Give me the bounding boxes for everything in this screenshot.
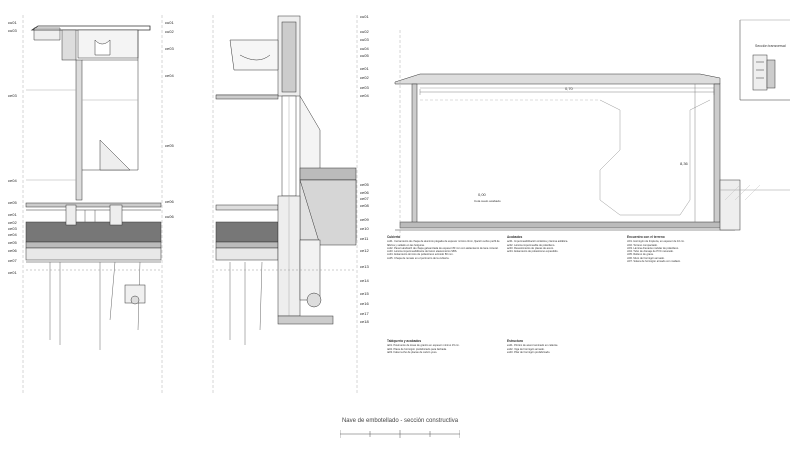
inset-label: Sección transversal — [755, 44, 786, 48]
note-item: cu03. Lámina impermeabilizante de betún elastomérico SBS. — [387, 250, 458, 254]
svg-text:ce05: ce05 — [165, 143, 174, 148]
left-detail — [23, 15, 162, 395]
svg-text:ce04: ce04 — [8, 232, 17, 237]
height-dimension: 8,36 — [680, 161, 688, 166]
svg-text:cu04: cu04 — [360, 46, 369, 51]
note-item: cu01. Cerramiento de chapa de aluminio plegada de espesor mínimo 3mm, fijación sobre perfil de fábrica y sellado en las holguras. — [387, 240, 500, 247]
svg-text:ce17: ce17 — [360, 311, 369, 316]
note-item: ct02. Terreno compactado. — [627, 243, 658, 247]
notes-terreno — [627, 236, 747, 263]
svg-text:ce05: ce05 — [8, 200, 17, 205]
svg-text:ce02: ce02 — [8, 220, 17, 225]
notes-heading: Estructura — [507, 339, 523, 343]
svg-text:ce07: ce07 — [360, 196, 369, 201]
svg-text:ce14: ce14 — [360, 278, 369, 283]
svg-text:ce11: ce11 — [360, 236, 369, 241]
svg-text:ce10: ce10 — [360, 226, 369, 231]
svg-text:cu03: cu03 — [8, 28, 17, 33]
note-item: ct07. Solera de hormigón armado con mallazo. — [627, 260, 681, 264]
notes-tabiqueria — [387, 340, 502, 354]
note-item: ct06. Muro de hormigón armado. — [627, 256, 665, 260]
building-section — [395, 30, 790, 240]
note-item: cu02. Panel sándwich de chapa galvanizada de espesor 80 mm con aislamiento de lana mineral. — [387, 246, 499, 250]
width-dimension: 0,70 — [565, 86, 573, 91]
svg-text:ce07: ce07 — [8, 258, 17, 263]
note-item: es01. Pórtico de acero laminado en caliente. — [507, 344, 559, 348]
note-item: ta01. Pavimento de losas de granito en espesor mínimo 15 cm. — [387, 344, 460, 348]
notes-heading: Tabiquería y acabados — [387, 339, 422, 343]
svg-text:ce04: ce04 — [360, 93, 369, 98]
svg-text:ce03: ce03 — [8, 226, 17, 231]
notes-estructura — [507, 340, 622, 354]
notes-heading: Cubierta — [387, 235, 400, 239]
note-item: cu05. Chapa de remate en el perímetro de la cubierta. — [387, 256, 450, 260]
svg-text:ce08: ce08 — [360, 203, 369, 208]
svg-text:ce13: ce13 — [360, 264, 369, 269]
note-item: ct04. Tubo de drenaje de PVC ranurado. — [627, 250, 674, 254]
inset-section — [740, 20, 790, 100]
svg-text:cu01: cu01 — [8, 20, 17, 25]
sheet-title: Nave de embotellado - sección constructiva — [341, 418, 459, 424]
note-item: es03. Pilar de hormigón prefabricado. — [507, 350, 551, 354]
svg-text:ce05: ce05 — [360, 182, 369, 187]
svg-text:ce03: ce03 — [165, 46, 174, 51]
mid-tags — [360, 14, 369, 324]
scale-bar — [340, 428, 460, 438]
note-item: ac01. Impermeabilización sintética y lámina asfáltica. — [507, 240, 568, 244]
svg-text:ce06: ce06 — [165, 199, 174, 204]
svg-text:ce12: ce12 — [360, 248, 369, 253]
svg-text:ce01: ce01 — [8, 212, 17, 217]
svg-text:ce01: ce01 — [360, 66, 369, 71]
note-item: ct01. Hormigón de limpieza, en espesor de 10 cm. — [627, 240, 685, 244]
svg-text:ce15: ce15 — [360, 291, 369, 296]
note-item: ac02. Lámina impermeable de polietileno. — [507, 243, 556, 247]
svg-text:ce06: ce06 — [8, 248, 17, 253]
notes-heading: Encuentro con el terreno — [627, 235, 665, 239]
svg-text:cu03: cu03 — [360, 37, 369, 42]
note-item: ct05. Relleno de grava. — [627, 253, 654, 257]
svg-text:ce09: ce09 — [360, 217, 369, 222]
level-label: 0,00 — [478, 192, 486, 197]
svg-text:ce06: ce06 — [360, 190, 369, 195]
svg-text:ce03: ce03 — [360, 85, 369, 90]
svg-text:ce18: ce18 — [360, 319, 369, 324]
svg-text:ce01: ce01 — [8, 270, 17, 275]
svg-text:cu06: cu06 — [165, 214, 174, 219]
svg-text:ce04: ce04 — [165, 73, 174, 78]
note-item: ct03. Lámina drenante nodular de polietileno. — [627, 246, 679, 250]
svg-text:cu02: cu02 — [165, 29, 174, 34]
notes-acabados — [507, 236, 622, 253]
section-labels — [474, 86, 689, 203]
note-item: ac04. Aislamiento de poliestireno expandido. — [507, 250, 559, 254]
svg-text:cu02: cu02 — [360, 29, 369, 34]
svg-text:ce05: ce05 — [8, 240, 17, 245]
svg-text:ce02: ce02 — [360, 75, 369, 80]
note-item: cu04. Aislamiento térmico de poliestireno extruido 80 mm. — [387, 253, 454, 257]
svg-text:cu01: cu01 — [165, 20, 174, 25]
mid-detail — [213, 15, 357, 395]
svg-text:cu01: cu01 — [360, 14, 369, 19]
note-item: ac03. Revestimiento de placas de acero. — [507, 246, 554, 250]
note-item: ta03. Falso techo de placas de cartón yeso. — [387, 350, 438, 354]
svg-text:cu05: cu05 — [360, 53, 369, 58]
note-item: ta02. Placa de hormigón prefabricado para fachada. — [387, 347, 447, 351]
notes-heading: Acabados — [507, 235, 523, 239]
svg-text:ce16: ce16 — [360, 301, 369, 306]
svg-text:ce04: ce04 — [8, 178, 17, 183]
notes-cubierta — [387, 236, 502, 260]
level-sublabel: Cota suelo acabado — [474, 199, 501, 203]
svg-text:ce03: ce03 — [8, 93, 17, 98]
note-item: es02. Viga de hormigón armado. — [507, 347, 545, 351]
